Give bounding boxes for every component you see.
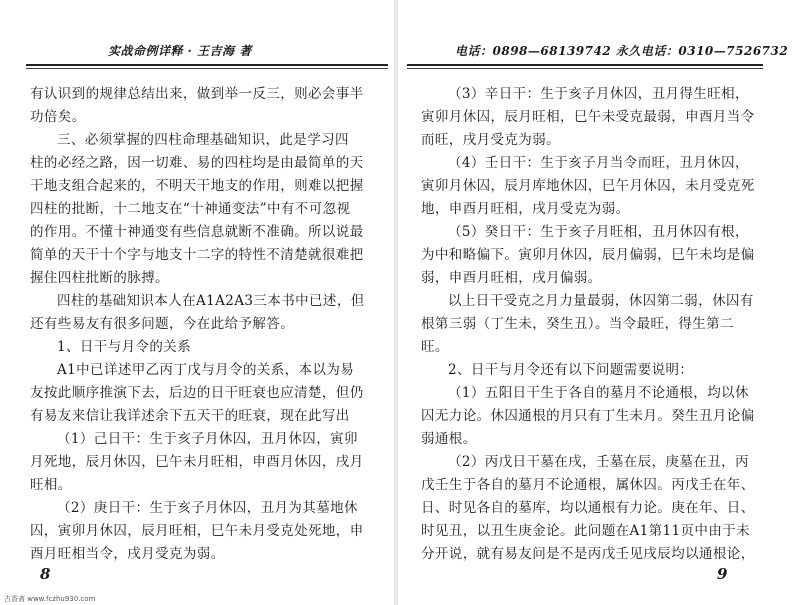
text-line: （3）辛日干：生于亥子月休囚，丑月得生旺相， — [448, 86, 749, 102]
right-header-rule-thin — [407, 68, 763, 69]
text-line: （4）壬日干：生于亥子月当令而旺，丑月休囚， — [448, 155, 749, 171]
left-header-rule-thin — [26, 68, 388, 69]
text-line: 戊壬生于各自的墓月不论通根，属休囚。丙戊壬在年、 — [421, 477, 755, 493]
text-line: 1、日干与月令的关系 — [57, 339, 192, 355]
left-page-body — [30, 83, 380, 566]
text-line: 有易友来信让我详述余下五天干的旺衰，现在此写出 — [30, 408, 350, 424]
right-page — [397, 0, 793, 605]
text-line: 简单的天干十个字与地支十二字的特性不清楚就很难把 — [30, 247, 364, 263]
text-line: 干地支组合起来的，不明天干地支的作用，则难以把握 — [30, 178, 364, 194]
text-line: 弱通根。 — [421, 431, 477, 447]
text-line: 功倍矣。 — [30, 109, 86, 125]
text-line: 日、时见各自的墓库，均以通根有力论。庚在年、日、 — [421, 500, 755, 516]
text-line: 2、日干与月令还有以下问题需要说明： — [448, 362, 694, 378]
text-line: 的作用。不懂十神通变有些信息就断不准确。所以说最 — [30, 224, 364, 240]
left-page-number: 8 — [40, 565, 51, 583]
text-line: 根第三弱（丁生未，癸生丑）。当令最旺，得生第二 — [421, 316, 734, 332]
text-line: 四柱的批断，十二地支在“十神通变法”中有不可忽视 — [30, 201, 351, 217]
text-line: 酉月旺相当令，戌月受克为弱。 — [30, 546, 225, 562]
right-page-number: 9 — [717, 565, 728, 583]
text-line: 柱的必经之路，因一切难、易的四柱均是由最简单的天 — [30, 155, 364, 171]
text-line: 握住四柱批断的脉搏。 — [30, 270, 169, 286]
left-page — [0, 0, 396, 605]
text-line: 寅卯月休囚，辰月库地休囚，巳午月休囚，未月受克死 — [421, 178, 755, 194]
text-line: （1）己日干：生于亥子月休囚，丑月休囚，寅卯 — [57, 431, 358, 447]
text-line: 而旺，戌月受克为弱。 — [421, 132, 560, 148]
right-header-rule — [407, 64, 763, 66]
left-page-header: 实战命例详释 · 王吉海 著 — [108, 44, 252, 58]
text-line: （2）庚日干：生于亥子月休囚，丑月为其墓地休 — [57, 500, 358, 516]
text-line: 有认识到的规律总结出来，做到举一反三，则必会事半 — [30, 86, 364, 102]
text-line: 旺相。 — [30, 477, 72, 493]
right-page-body — [421, 83, 765, 566]
text-line: 地，申酉月旺相，戌月受克为弱。 — [421, 201, 630, 217]
text-line: A1中已详述甲乙丙丁戊与月令的关系，本以为易 — [57, 362, 355, 378]
text-line: 囚，寅卯月休囚，辰月旺相，巳午未月受克处死地，申 — [30, 523, 364, 539]
watermark: 古香斋 www.fczhu930.com — [4, 595, 96, 603]
text-line: 旺。 — [421, 339, 449, 355]
text-line: 还有些易友有很多问题，今在此给予解答。 — [30, 316, 295, 332]
text-line: 月死地，辰月休囚，巳午未月旺相，申酉月休囚，戌月 — [30, 454, 364, 470]
text-line: 以上日干受克之月力量最弱，休囚第二弱，休囚有 — [448, 293, 754, 309]
text-line: 寅卯月休囚，辰月旺相，巳午未受克最弱，申酉月当令 — [421, 109, 755, 125]
left-header-rule — [26, 64, 388, 66]
text-line: 弱，申酉月旺相，戌月偏弱。 — [421, 270, 602, 286]
text-line: 时见丑，以丑生庚金论。此问题在A1第11页中由于未 — [421, 523, 751, 539]
text-line: （1）五阳日干生于各自的墓月不论通根，均以休 — [448, 385, 749, 401]
text-line: （2）丙戊日干墓在戌，壬墓在辰，庚墓在丑，丙 — [448, 454, 749, 470]
text-line: 囚无力论。休囚通根的月只有丁生未月。癸生丑月论偏 — [421, 408, 755, 424]
text-line: （5）癸日干：生于亥子月旺相，丑月休囚有根， — [448, 224, 749, 240]
right-page-header: 电话：0898—68139742 永久电话：0310—7526732 — [455, 44, 789, 58]
text-line: 分开说，就有易友问是不是丙戊壬见戌辰均以通根论， — [421, 546, 755, 562]
text-line: 四柱的基础知识本人在A1A2A3三本书中已述，但 — [57, 293, 365, 309]
text-line: 友按此顺序推演下去，后边的日干旺衰也应清楚，但仍 — [30, 385, 364, 401]
text-line: 为中和略偏下。寅卯月休囚，辰月偏弱，巳午未均是偏 — [421, 247, 755, 263]
text-line: 三、必须掌握的四柱命理基础知识，此是学习四 — [57, 132, 349, 148]
